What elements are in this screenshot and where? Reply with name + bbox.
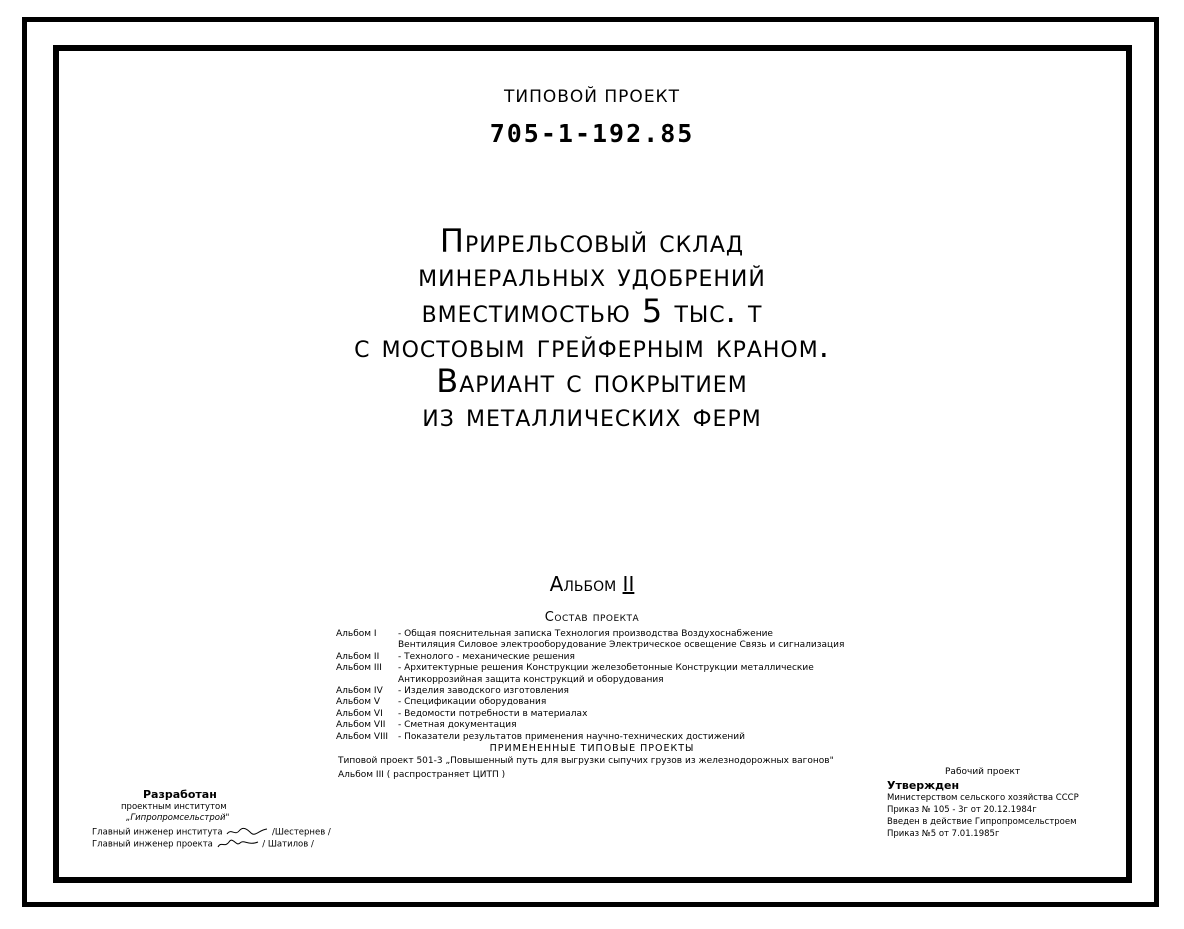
approval-enact-order: Приказ №5 от 7.01.1985г <box>887 829 1000 839</box>
chief-engineer-institute-name: /Шестернев / <box>271 827 331 838</box>
album-label: Альбом <box>549 572 617 596</box>
chief-engineer-institute-label: Главный инженер института <box>92 827 223 838</box>
title-line-3: вместимостью 5 тыс. т <box>421 292 763 330</box>
album-desc: Антикоррозийная защита конструкций и оборудования <box>398 674 664 685</box>
project-number: 705-1-192.85 <box>489 119 695 148</box>
working-project-label: Рабочий проект <box>945 767 1021 777</box>
title-line-4: с мостовым грейферным краном. <box>354 327 830 365</box>
chief-engineer-project-name: / Шатилов / <box>262 839 314 850</box>
chief-engineer-institute <box>92 826 331 838</box>
signature-icon <box>225 826 269 838</box>
developer-institute-label: проектным институтом <box>121 802 227 812</box>
album-ref: Альбом VIII <box>336 731 389 742</box>
applied-project-album: Альбом III ( распространяет ЦИТП ) <box>338 770 506 780</box>
album-number: II <box>622 572 635 596</box>
developer-institute-name: „Гипропромсельстрой" <box>126 813 230 823</box>
title-line-1: Прирельсовый склад <box>439 222 745 260</box>
album-desc: - Показатели результатов применения научно-технических достижений <box>398 731 745 742</box>
approval-ministry: Министерством сельского хозяйства СССР <box>887 793 1079 803</box>
signature-icon <box>216 838 260 850</box>
album-title <box>0 572 1184 596</box>
approval-title: Утвержден <box>887 779 960 792</box>
developer-title: Разработан <box>143 788 217 801</box>
album-desc: - Спецификации оборудования <box>398 697 547 708</box>
album-desc: - Ведомости потребности в материалах <box>398 708 588 719</box>
album-ref: Альбом II <box>336 651 380 662</box>
approval-enacted: Введен в действие Гипропромсельстроем <box>887 817 1077 827</box>
composition-title: Состав проекта <box>544 610 640 625</box>
album-desc: Вентиляция Силовое электрооборудование Электрическое освещение Связь и сигнализация <box>398 640 845 651</box>
applied-projects-title: ПРИМЕНЕННЫЕ ТИПОВЫЕ ПРОЕКТЫ <box>489 743 695 754</box>
album-ref: Альбом III <box>336 663 382 674</box>
album-ref: Альбом IV <box>336 685 383 696</box>
approval-order: Приказ № 105 - 3г от 20.12.1984г <box>887 805 1037 815</box>
album-desc: - Архитектурные решения Конструкции железобетонные Конструкции металлические <box>398 663 814 674</box>
album-desc: - Изделия заводского изготовления <box>398 685 569 696</box>
title-line-6: из металлических ферм <box>422 396 762 434</box>
applied-project-text: Типовой проект 501-3 „Повышенный путь для выгрузки сыпучих грузов из железнодорожных вагонов" <box>338 756 834 766</box>
chief-engineer-project-label: Главный инженер проекта <box>92 839 213 850</box>
type-label: ТИПОВОЙ ПРОЕКТ <box>503 87 681 107</box>
chief-engineer-project <box>92 838 314 850</box>
album-ref: Альбом I <box>336 629 377 639</box>
album-desc: - Общая пояснительная записка Технология производства Воздухоснабжение <box>398 629 773 639</box>
title-line-2: минеральных удобрений <box>418 256 766 294</box>
album-desc: - Сметная документация <box>398 720 517 731</box>
album-desc: - Технолого - механические решения <box>398 651 575 662</box>
album-ref: Альбом VI <box>336 708 383 719</box>
album-ref: Альбом VII <box>336 720 386 731</box>
title-line-5: Вариант с покрытием <box>436 362 748 400</box>
album-ref: Альбом V <box>336 697 381 708</box>
